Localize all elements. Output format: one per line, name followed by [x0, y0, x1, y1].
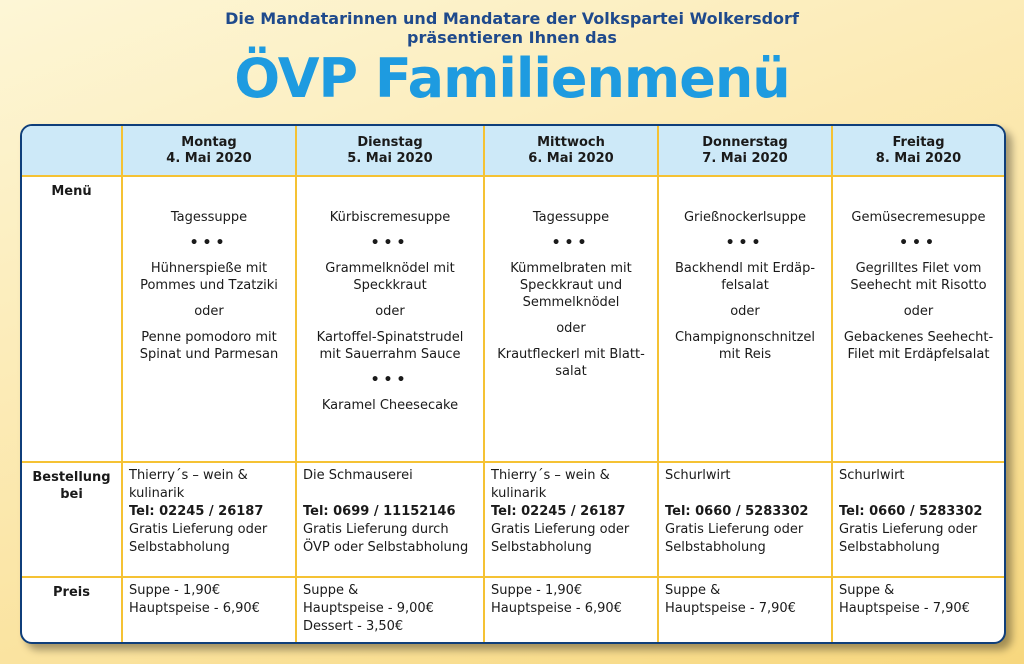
price-line-1: Suppe - 1,90€: [129, 582, 221, 598]
phone-number: Tel: 02245 / 26187: [491, 504, 626, 520]
soup: Kürbiscremesuppe: [329, 210, 451, 225]
page-header: [0, 0, 1024, 110]
price-cell-tuesday: [296, 577, 484, 642]
menu-table-card: [20, 124, 1006, 644]
soup: Gemüsecremesuppe: [851, 210, 986, 225]
main-dish-1-line-1: Kümmelbraten mit: [510, 261, 632, 276]
menu-cell-monday: [122, 176, 296, 462]
restaurant-name-line-1: Schurlwirt: [839, 468, 905, 484]
menu-cell-tuesday: [296, 176, 484, 462]
day-header-wednesday: [484, 126, 658, 176]
main-dish-1-line-1: Hühnerspieße mit: [150, 261, 268, 276]
delivery-line-2: Selbstabholung: [839, 540, 940, 556]
spacer: [665, 485, 825, 503]
main-dish-2-line-1: Champignonschnitzel: [674, 330, 816, 345]
main-dish-1-line-2: felsalat: [721, 278, 769, 293]
soup: Grießnockerlsuppe: [683, 210, 807, 225]
phone-number: Tel: 02245 / 26187: [129, 504, 264, 520]
soup: Tagessuppe: [532, 210, 610, 225]
main-dish-1-line-2: Pommes und Tzatziki: [140, 278, 278, 293]
date: 5. Mai 2020: [347, 150, 433, 166]
subtitle-line-2: präsentieren Ihnen das: [407, 28, 617, 47]
date: 4. Mai 2020: [166, 150, 252, 166]
phone-number: Tel: 0699 / 11152146: [303, 504, 456, 520]
delivery-line-1: Gratis Lieferung oder: [491, 522, 630, 538]
price-row: [22, 577, 1004, 642]
price-cell-wednesday: [484, 577, 658, 642]
main-dish-2-line-2: mit Reis: [718, 347, 772, 362]
price-line-2: Hauptspeise - 6,90€: [491, 600, 622, 616]
main-dish-1-line-2: Speckkraut: [353, 278, 427, 293]
delivery-line-2: Selbstabholung: [665, 540, 766, 556]
date: 8. Mai 2020: [875, 150, 962, 166]
corner-cell: [22, 126, 122, 176]
menu-cell-friday: [832, 176, 1004, 462]
order-cell-thursday: [658, 462, 832, 576]
spacer: [839, 485, 998, 503]
weekday: Donnerstag: [702, 134, 788, 150]
price-line-1: Suppe &: [665, 582, 721, 598]
delivery-line-2: Selbstabholung: [491, 540, 592, 556]
order-cell-friday: [832, 462, 1004, 576]
main-dish-2-line-2: Filet mit Erdäpfelsalat: [847, 347, 990, 362]
row-label-order-line-2: bei: [60, 487, 83, 503]
or-label: oder: [194, 304, 224, 319]
main-dish-1-line-1: Gegrilltes Filet vom: [855, 261, 982, 276]
separator-dots: •••: [725, 235, 765, 251]
menu-table: [22, 126, 1004, 642]
row-label-order: [22, 462, 122, 576]
price-line-2: Hauptspeise - 6,90€: [129, 600, 260, 616]
menu-cell-thursday: [658, 176, 832, 462]
restaurant-name-line-1: Thierry´s – wein &: [129, 468, 248, 484]
phone-number: Tel: 0660 / 5283302: [839, 504, 983, 520]
price-line-1: Suppe &: [839, 582, 895, 598]
weekday: Dienstag: [357, 134, 423, 150]
main-dish-2-line-2: Spinat und Parmesan: [139, 347, 279, 362]
soup: Tagessuppe: [170, 210, 248, 225]
restaurant-name-line-2: kulinarik: [129, 486, 185, 502]
weekday: Montag: [181, 134, 237, 150]
separator-dots: •••: [370, 372, 410, 388]
or-label: oder: [903, 304, 934, 319]
main-dish-2-line-2: salat: [555, 364, 587, 379]
main-dish-2-line-1: Gebackenes Seehecht-: [843, 330, 994, 345]
spacer: [303, 485, 477, 503]
day-header-thursday: [658, 126, 832, 176]
menu-row: [22, 176, 1004, 462]
page-title: ÖVP Familienmenü: [234, 47, 790, 110]
order-cell-monday: [122, 462, 296, 576]
date: 6. Mai 2020: [528, 150, 614, 166]
price-cell-friday: [832, 577, 1004, 642]
day-header-row: [22, 126, 1004, 176]
subtitle-line-1: Die Mandatarinnen und Mandatare der Volkspartei Wolkersdorf: [225, 9, 799, 28]
day-header-monday: [122, 126, 296, 176]
price-line-2: Hauptspeise - 7,90€: [665, 600, 796, 616]
menu-cell-wednesday: [484, 176, 658, 462]
day-header-tuesday: [296, 126, 484, 176]
delivery-line-1: Gratis Lieferung oder: [129, 522, 268, 538]
restaurant-name-line-1: Die Schmauserei: [303, 468, 413, 484]
weekday: Freitag: [892, 134, 945, 150]
price-cell-thursday: [658, 577, 832, 642]
delivery-line-1: Gratis Lieferung oder: [665, 522, 804, 538]
row-label-price: Preis: [22, 577, 122, 642]
day-header-friday: [832, 126, 1004, 176]
price-line-2: Hauptspeise - 7,90€: [839, 600, 970, 616]
phone-number: Tel: 0660 / 5283302: [665, 504, 809, 520]
order-row: [22, 462, 1004, 576]
main-dish-1-line-1: Grammelknödel mit: [325, 261, 455, 276]
delivery-line-2: Selbstabholung: [129, 540, 230, 556]
price-line-1: Suppe - 1,90€: [491, 582, 583, 598]
main-dish-1-line-1: Backhendl mit Erdäp-: [674, 261, 816, 276]
or-label: oder: [556, 321, 586, 336]
delivery-line-1: Gratis Lieferung durch: [303, 522, 449, 538]
row-label-order-line-1: Bestellung: [32, 470, 111, 486]
separator-dots: •••: [551, 235, 591, 251]
restaurant-name-line-2: kulinarik: [491, 486, 547, 502]
date: 7. Mai 2020: [702, 150, 788, 166]
main-dish-1-line-2: Speckkraut und: [519, 278, 623, 293]
price-cell-monday: [122, 577, 296, 642]
price-line-3: Dessert - 3,50€: [303, 618, 404, 634]
main-dish-2-line-2: mit Sauerrahm Sauce: [319, 347, 461, 362]
separator-dots: •••: [189, 235, 229, 251]
main-dish-2-line-1: Krautfleckerl mit Blatt-: [497, 347, 645, 362]
subtitle: [0, 0, 1024, 47]
restaurant-name-line-1: Schurlwirt: [665, 468, 731, 484]
separator-dots: •••: [899, 235, 938, 251]
delivery-line-2: ÖVP oder Selbstabholung: [303, 540, 469, 556]
weekday: Mittwoch: [537, 134, 605, 150]
price-line-1: Suppe &: [303, 582, 359, 598]
main-dish-1-line-2: Seehecht mit Risotto: [850, 278, 987, 293]
separator-dots: •••: [370, 235, 410, 251]
dessert: Karamel Cheesecake: [321, 398, 459, 413]
order-cell-wednesday: [484, 462, 658, 576]
or-label: oder: [730, 304, 760, 319]
main-dish-2-line-1: Kartoffel-Spinatstrudel: [316, 330, 464, 345]
or-label: oder: [375, 304, 405, 319]
restaurant-name-line-1: Thierry´s – wein &: [491, 468, 610, 484]
price-line-2: Hauptspeise - 9,00€: [303, 600, 434, 616]
delivery-line-1: Gratis Lieferung oder: [839, 522, 978, 538]
order-cell-tuesday: [296, 462, 484, 576]
row-label-menu: Menü: [22, 176, 122, 462]
main-dish-1-line-3: Semmelknödel: [522, 295, 620, 310]
main-dish-2-line-1: Penne pomodoro mit: [141, 330, 277, 345]
